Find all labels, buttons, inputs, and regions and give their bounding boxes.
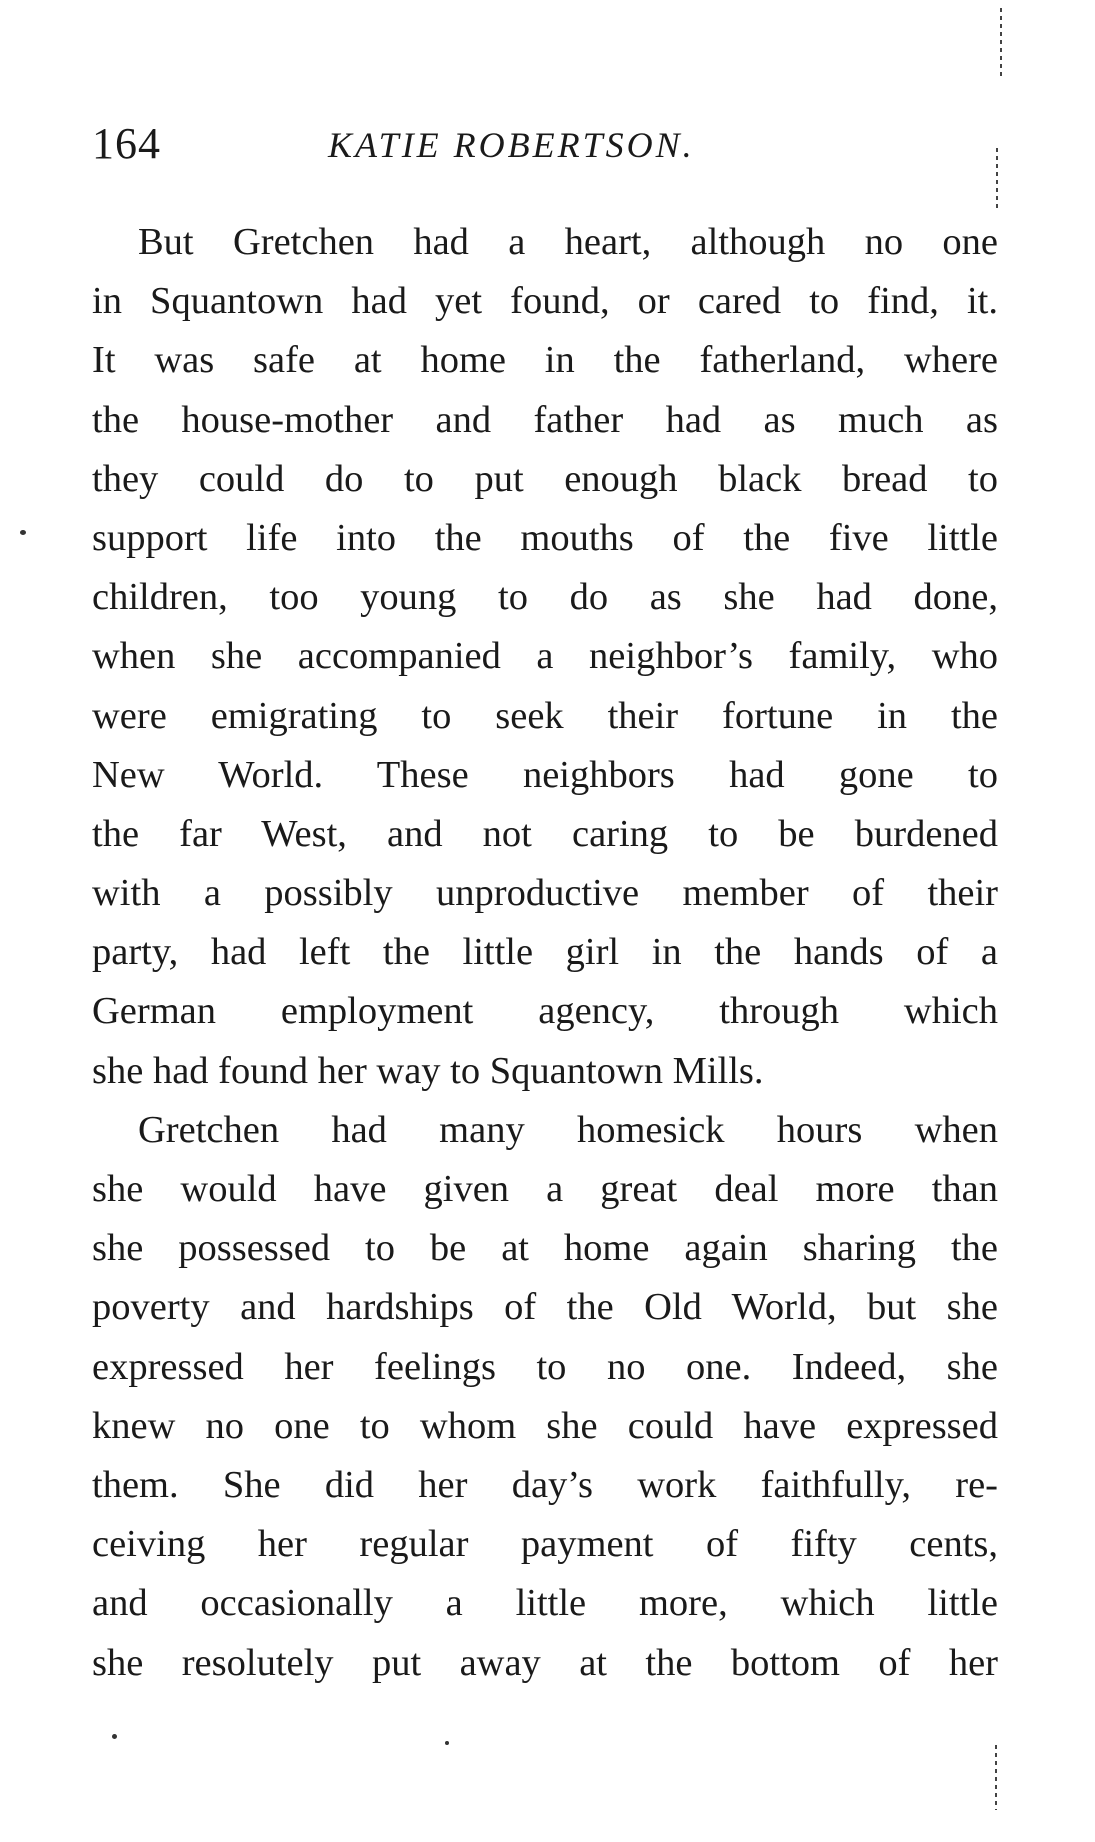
text-line: they could do to put enough black bread to	[92, 457, 998, 500]
scan-speck	[445, 1741, 449, 1745]
paragraph-2	[92, 1101, 998, 1693]
text-line: were emigrating to seek their fortune in the	[92, 694, 998, 737]
text-line: Gretchen had many homesick hours when	[138, 1108, 998, 1151]
text-line: when she accompanied a neighbor’s family, who	[92, 635, 998, 678]
text-line: But Gretchen had a heart, although no one	[138, 221, 998, 263]
text-line: party, had left the little girl in the hands of a	[92, 931, 998, 974]
text-line: knew no one to whom she could have expressed	[92, 1404, 998, 1447]
running-title: KATIE ROBERTSON.	[328, 125, 695, 165]
text-line: the far West, and not caring to be burdened	[92, 812, 998, 855]
scan-edge-mark	[995, 1745, 997, 1810]
body-text	[92, 213, 998, 1693]
page-number: 164	[92, 119, 161, 168]
text-line: them. She did her day’s work faithfully, re-	[92, 1463, 998, 1506]
text-line: expressed her feelings to no one. Indeed, she	[92, 1345, 998, 1388]
text-line: poverty and hardships of the Old World, but she	[92, 1286, 998, 1329]
text-line: It was safe at home in the fatherland, where	[92, 339, 998, 382]
scan-speck	[20, 530, 26, 535]
paragraph-1	[92, 213, 998, 1101]
text-line: in Squantown had yet found, or cared to find, it.	[92, 280, 998, 323]
text-line: she resolutely put away at the bottom of her	[92, 1641, 998, 1684]
text-line: children, too young to do as she had done,	[92, 576, 998, 619]
text-line: with a possibly unproductive member of their	[92, 872, 998, 915]
text-line: support life into the mouths of the five little	[92, 516, 998, 559]
text-line: New World. These neighbors had gone to	[92, 753, 998, 796]
page-header	[92, 118, 1002, 178]
scan-speck	[112, 1734, 117, 1739]
scan-edge-mark	[1000, 8, 1002, 78]
scan-edge-mark	[996, 148, 998, 208]
text-line: she would have given a great deal more than	[92, 1168, 998, 1210]
text-line: she possessed to be at home again sharing the	[92, 1227, 998, 1270]
text-line: German employment agency, through which	[92, 990, 998, 1033]
text-line: ceiving her regular payment of fifty cents,	[92, 1523, 998, 1566]
text-line: she had found her way to Squantown Mills.	[92, 1049, 764, 1092]
text-line: and occasionally a little more, which little	[92, 1582, 998, 1625]
text-line: the house-mother and father had as much as	[92, 398, 998, 441]
